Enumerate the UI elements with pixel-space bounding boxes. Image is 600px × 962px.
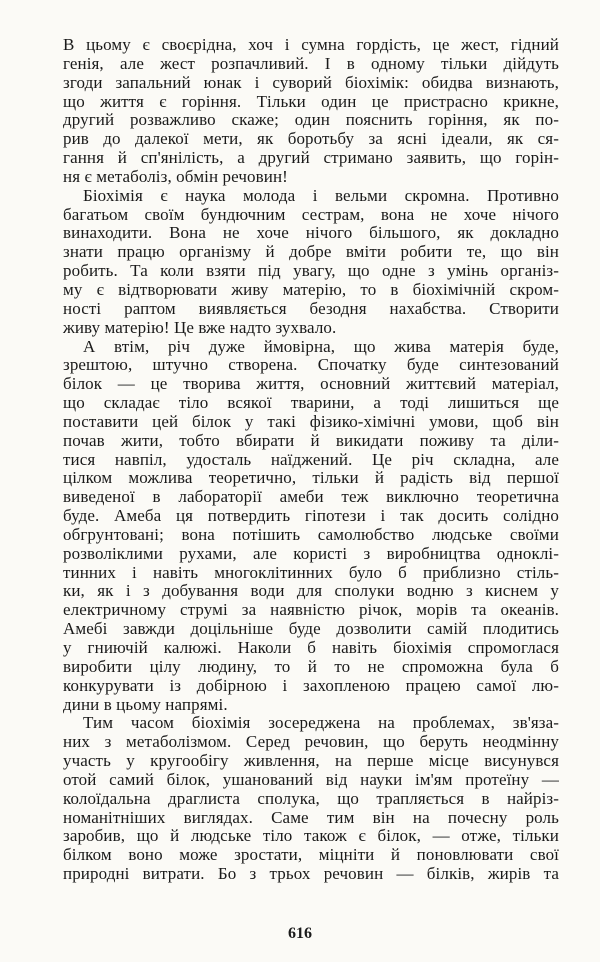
text-line: білком воно може зростати, міцніти й поновлювати свої xyxy=(63,845,559,865)
text-line: Біохімія є наука молода і вельми скромна. Противно xyxy=(83,185,559,205)
text-line: буде. Амеба ця потвердить гіпотези і так досить солідно xyxy=(63,506,559,526)
text-line: знати працю організму й добре вміти робити те, що він xyxy=(63,242,559,262)
text-line: дини в цьому напрямі. xyxy=(63,694,228,714)
text-line: тися навпіл, удосталь наїджений. Це річ складна, але xyxy=(63,449,559,469)
text-line: у гниючій калюжі. Наколи б навіть біохімія спромоглася xyxy=(63,638,559,657)
text-line: живу матерію! Це вже надто зухвало. xyxy=(63,317,337,337)
text-line: них з метаболізмом. Серед речовин, що беруть неодмінну xyxy=(63,732,559,752)
text-line: другий розважливо скаже; один пояснить горіння, як по- xyxy=(63,110,559,130)
text-line: участь у кругообігу живлення, на перше місце висунувся xyxy=(63,751,559,771)
text-line: ня є метаболіз, обмін речовин! xyxy=(63,166,288,186)
text-line: електричному струмі за наявністю річок, морів та океанів. xyxy=(63,600,559,620)
text-line: Амебі завжди доцільніше буде дозволити самій плодитись xyxy=(63,619,559,639)
text-line: му є відтворювати живу матерію, то в біохімічній скром- xyxy=(63,279,559,299)
text-line: поставити цей білок у такі фізико-хімічні умови, щоб він xyxy=(63,411,559,431)
text-line: згоди запальний юнак і суворий біохімік: обидва визнають, xyxy=(63,72,559,92)
page-number: 616 xyxy=(288,925,312,942)
text-line: рив до далекої мети, як боротьбу за ясні ідеали, як ся- xyxy=(63,129,559,149)
text-line: винаходити. Вона не хоче нічого більшого, як докладно xyxy=(63,223,559,243)
text-line: отой самий білок, ушанований від науки ім'ям протеїну — xyxy=(63,769,559,789)
text-line: почав жити, тобто вбирати й викидати поживу та діли- xyxy=(63,430,559,450)
text-line: конкурувати із добірною і захопленою працею самої лю- xyxy=(63,675,559,695)
text-line: В цьому є своєрідна, хоч і сумна гордість, це жест, гідний xyxy=(63,35,559,54)
body-text xyxy=(63,36,559,884)
text-line: виведеної в лабораторії амеби теж виключно теоретична xyxy=(63,487,559,507)
text-line: генія, але жест розпачливий. І в одному тільки дійдуть xyxy=(63,53,559,73)
text-line: обгрунтовані; вона потішить самолюбство людське своїми xyxy=(63,524,559,544)
text-line: зрештою, штучно створена. Спочатку буде синтезований xyxy=(63,355,559,375)
text-line: що життя є горіння. Тільки один це пристрасно крикне, xyxy=(63,91,559,111)
text-line: робить. Та коли взяти під увагу, що одне з умінь організ- xyxy=(63,261,559,281)
text-line: цілком можлива теоретично, тільки й радість від першої xyxy=(63,468,559,488)
text-line: білок — це творива життя, основний життєвий матеріал, xyxy=(63,374,559,394)
text-line: ки, як і з добування води для сполуки водню з киснем у xyxy=(63,581,559,601)
text-line: А втім, річ дуже ймовірна, що жива матерія буде, xyxy=(83,336,559,356)
text-line: що складає тіло всякої тварини, а тоді лишиться ще xyxy=(63,393,559,413)
text-line: заробив, що й людське тіло також є білок, — отже, тільки xyxy=(63,826,559,846)
text-line: багатьом своїм бундючним сестрам, вона не хоче нічого xyxy=(63,204,559,224)
text-line: природні витрати. Бо з трьох речовин — білків, жирів та xyxy=(63,864,559,884)
text-line: колоїдальна драглиста сполука, що трапляється в найріз- xyxy=(63,788,559,808)
text-line: тинних і навіть многоклітинних було б приблизно стіль- xyxy=(63,562,559,582)
text-line: виробити цілу людину, то й то не спроможна була б xyxy=(63,656,559,676)
text-line: номанітніших виглядах. Саме тим він на почесну роль xyxy=(63,807,559,827)
text-line: ності раптом виявляється безодня нахабства. Створити xyxy=(63,298,559,318)
text-line: розволіклими рухами, але користі з виробництва одноклі- xyxy=(63,543,559,563)
text-line: гання й сп'янілість, а другий стримано заявить, що горін- xyxy=(63,148,559,168)
text-line: Тим часом біохімія зосереджена на проблемах, зв'яза- xyxy=(83,713,559,733)
